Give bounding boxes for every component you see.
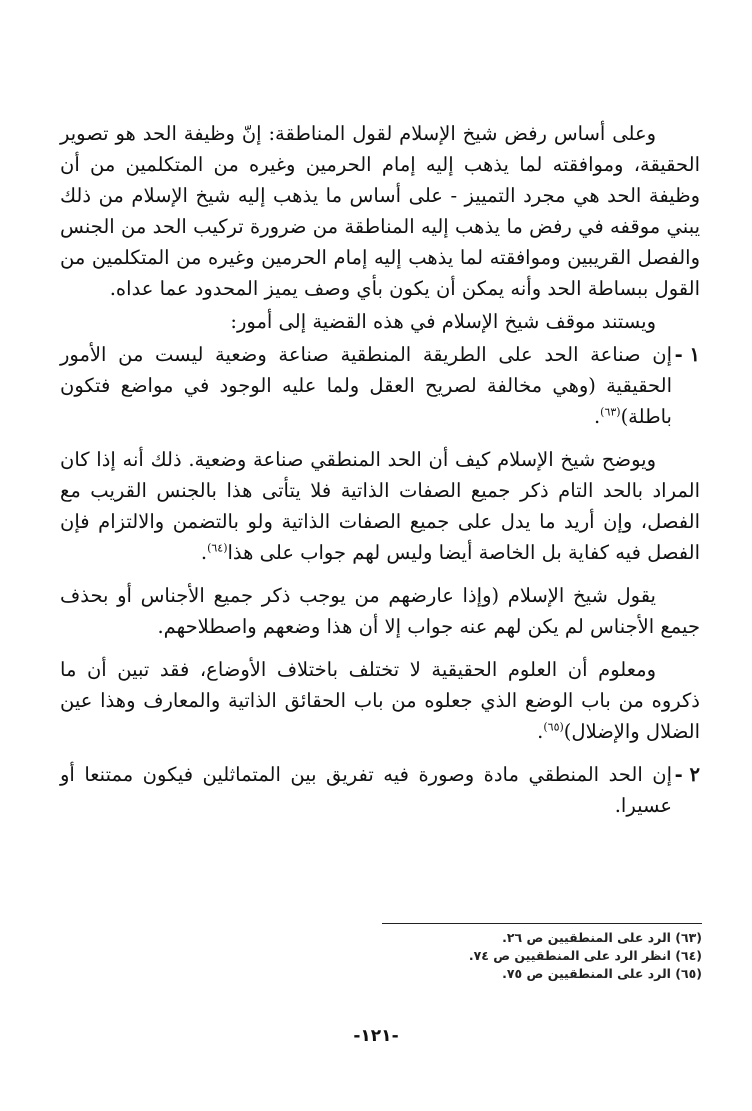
list-item-1-body: إن صناعة الحد على الطريقة المنطقية صناعة وضعية ليست من الأمور الحقيقية (وهي مخالفة لصريح العقل ولما عليه الوجود في مواضع فتكون باطلة)	[60, 343, 672, 428]
paragraph-2: ويستند موقف شيخ الإسلام في هذه القضية إلى أمور:	[230, 310, 656, 333]
list-item-1-number: ١ -	[674, 343, 700, 366]
footnote-64: (٦٤) انظر الرد على المنطقيين ص ٧٤.	[468, 948, 702, 963]
main-text	[60, 118, 700, 821]
footnote-65: (٦٥) الرد على المنطقيين ص ٧٥.	[502, 966, 702, 981]
spacer	[60, 570, 700, 580]
paragraph-3-text: ويوضح شيخ الإسلام كيف أن الحد المنطقي صناعة وضعية. ذلك أنه إذا كان المراد بالحد التام ذكر جميع الصفات الذاتية فلا يتأتى هذا بالجنس القريب مع الفصل، وإن أريد ما يدل على جميع الصفات الذاتية ولو بالتضمن والالتزام فإن الفصل فيه كفاية بل الخاصة أيضا وليس لهم جواب على هذا	[60, 448, 700, 564]
paragraph-5	[60, 654, 700, 747]
page-number: -١٢١-	[353, 1026, 399, 1046]
list-item-2-number: ٢ -	[674, 763, 700, 786]
paragraph-3	[60, 444, 700, 568]
footnotes	[62, 929, 702, 983]
list-item-1	[60, 339, 700, 432]
spacer	[60, 749, 700, 759]
paragraph-5-end: .	[537, 720, 544, 743]
paragraph-4: يقول شيخ الإسلام (وإذا عارضهم من يوجب ذكر جميع الأجناس أو بحذف جيمع الأجناس لم يكن لهم عنه جواب إلا أن هذا وضعهم واصطلاحهم.	[60, 584, 700, 638]
list-item-2	[60, 759, 700, 821]
paragraph-3-end: .	[200, 541, 208, 564]
footnote-63: (٦٣) الرد على المنطقيين ص ٢٦.	[502, 930, 702, 945]
spacer	[60, 644, 700, 654]
paragraph-1: وعلى أساس رفض شيخ الإسلام لقول المناطقة: إنّ وظيفة الحد هو تصوير الحقيقة، وموافقته لما يذهب إليه إمام الحرمين وغيره من المتكلمين من أن وظيفة الحد هي مجرد التمييز - على أساس ما يذهب إليه شيخ الإسلام من ذلك يبني موقفه في رفض ما يذهب إليه المناطقة من ضرورة تركيب الحد من الجنس والفصل القريبين وموافقته لما يذهب إليه إمام الحرمين وغيره من المتكلمين من القول ببساطة الحد وأنه يمكن أن يكون بأي وصف يميز المحدود عما عداه.	[60, 122, 700, 300]
list-item-1-text	[60, 339, 672, 432]
page-body	[60, 118, 700, 823]
spacer	[60, 434, 700, 444]
footnote-ref-65: (٦٥)	[543, 720, 564, 734]
paragraph-5-text: ومعلوم أن العلوم الحقيقية لا تختلف باختلاف الأوضاع، فقد تبين أن ما ذكروه من باب الوضع الذي جعلوه من باب الحقائق الذاتية والمعارف وهذا عين الضلال والإضلال)	[60, 658, 700, 743]
footnote-ref-64: (٦٤)	[207, 541, 228, 555]
list-item-2-text: إن الحد المنطقي مادة وصورة فيه تفريق بين المتماثلين فيكون ممتنعا أو عسيرا.	[60, 763, 672, 817]
list-item-1-end: .	[593, 405, 601, 428]
footnote-divider	[382, 923, 702, 924]
footnote-ref-63: (٦٣)	[600, 405, 621, 419]
